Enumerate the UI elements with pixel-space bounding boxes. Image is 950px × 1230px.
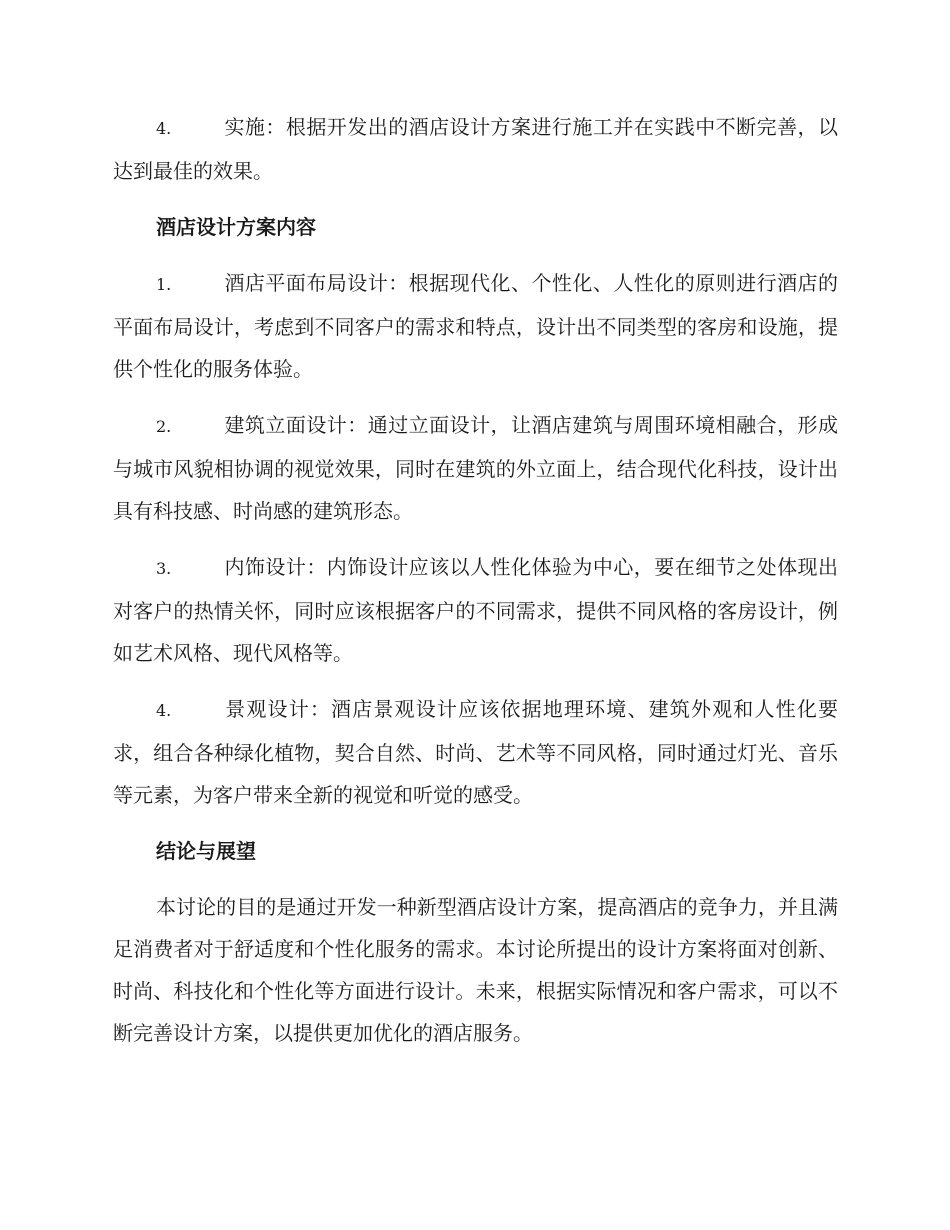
list-item-floor-plan [113, 262, 838, 390]
conclusion-paragraph: 本讨论的目的是通过开发一种新型酒店设计方案，提高酒店的竞争力，并且满足消费者对于舒适度和个性化服务的需求。本讨论所提出的设计方案将面对创新、时尚、科技化和个性化等方面进行设计。未来，根据实际情况和客户需求，可以不断完善设计方案，以提供更加优化的酒店服务。 [113, 895, 838, 1045]
list-item-text: 实施：根据开发出的酒店设计方案进行施工并在实践中不断完善，以达到最佳的效果。 [113, 115, 838, 183]
list-item-interior [113, 546, 838, 674]
list-item-facade [113, 404, 838, 532]
list-number: 2. [156, 417, 172, 436]
list-item-landscape [113, 688, 838, 816]
section-heading-design-content: 酒店设计方案内容 [156, 215, 316, 239]
list-item-text: 酒店平面布局设计：根据现代化、个性化、人性化的原则进行酒店的平面布局设计，考虑到不同客户的需求和特点，设计出不同类型的客房和设施，提供个性化的服务体验。 [113, 271, 838, 381]
document-page [113, 106, 838, 1068]
list-number: 4. [156, 701, 172, 720]
section-heading-conclusion: 结论与展望 [156, 839, 256, 863]
list-number: 1. [156, 275, 172, 294]
list-item-text: 建筑立面设计：通过立面设计，让酒店建筑与周围环境相融合，形成与城市风貌相协调的视觉效果，同时在建筑的外立面上，结合现代化科技，设计出具有科技感、时尚感的建筑形态。 [113, 413, 838, 523]
list-item-implementation [113, 106, 838, 192]
list-number: 3. [156, 559, 172, 578]
list-number: 4. [156, 119, 172, 138]
list-item-text: 景观设计：酒店景观设计应该依据地理环境、建筑外观和人性化要求，组合各种绿化植物，契合自然、时尚、艺术等不同风格，同时通过灯光、音乐等元素，为客户带来全新的视觉和听觉的感受。 [113, 697, 838, 807]
list-item-text: 内饰设计：内饰设计应该以人性化体验为中心，要在细节之处体现出对客户的热情关怀，同时应该根据客户的不同需求，提供不同风格的客房设计，例如艺术风格、现代风格等。 [113, 555, 838, 665]
